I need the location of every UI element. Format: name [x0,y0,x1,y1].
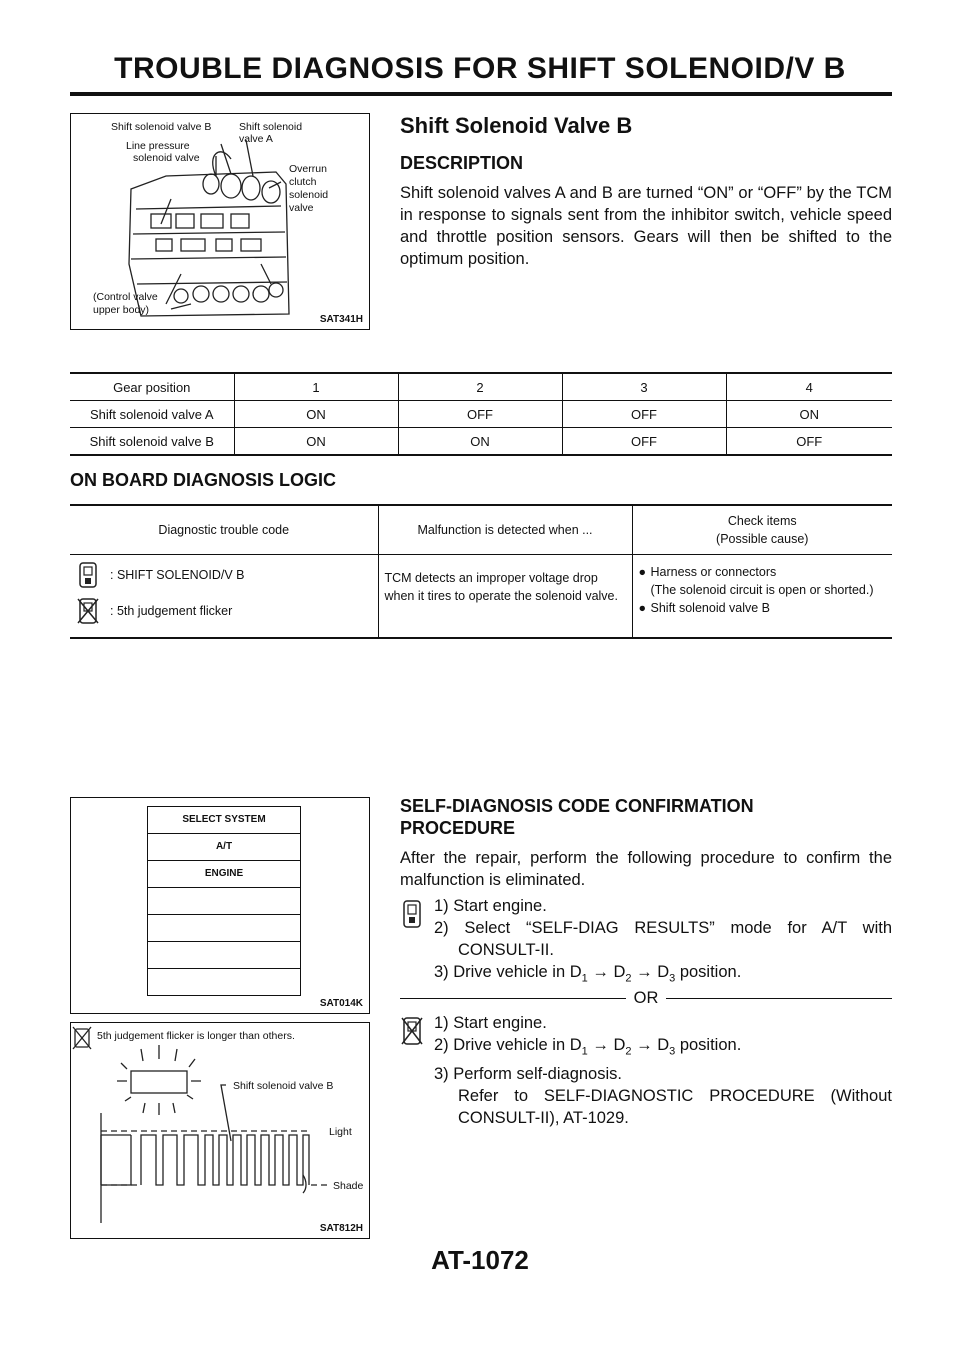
table-cell: OFF [562,401,726,428]
label-oc1: Overrun [289,163,327,175]
table-cell: Shift solenoid valve B [89,433,214,449]
label-ssv-a2: valve A [239,133,273,145]
col-header-check: Check items (Possible cause) [632,505,892,555]
consult-tool-icon [400,899,424,929]
flicker-label-valve: Shift solenoid valve B [233,1080,334,1092]
gear-solenoid-table [70,372,892,456]
page-header-title: TROUBLE DIAGNOSIS FOR SHIFT SOLENOID/V B [114,52,846,85]
obd-heading: ON BOARD DIAGNOSIS LOGIC [70,470,337,490]
check-item-harness: Harness or connectors [650,565,777,579]
bullet-icon: ● [638,601,647,615]
procedure-consult [400,895,892,989]
table-cell: 4 [726,373,892,401]
label-oc2: clutch [289,176,317,188]
figure-select-system [70,797,370,1014]
label-oc3: solenoid [289,189,329,201]
malfunction-text: TCM detects an improper voltage drop when it tires to operate the solenoid valve. [378,555,632,639]
step-b4: Refer to SELF-DIAGNOSTIC PROCEDURE (Without CONSULT-II), AT-1029. [458,1086,892,1127]
table-cell: OFF [398,401,562,428]
label-lp2: solenoid valve [133,152,200,164]
select-system-title: SELECT SYSTEM [148,807,300,834]
label-lp1: Line pressure [126,140,190,152]
table-cell: ON [234,401,398,428]
or-divider: OR [400,989,892,1008]
select-system-screen [147,806,301,996]
label-ssv-a1: Shift solenoid [239,121,303,133]
select-system-item-at: A/T [148,834,300,861]
label-oc4: valve [289,202,314,214]
select-system-empty-row [148,942,300,969]
table-cell: Gear position [113,379,191,395]
check-item-harness-note: (The solenoid circuit is open or shorted.) [650,583,874,597]
bullet-icon: ● [638,565,647,579]
flicker-label-shade: Shade [333,1180,364,1192]
figure-control-valve [70,113,370,330]
figure-caption: SAT812H [319,1223,363,1234]
table-cell: ON [234,428,398,456]
label-ssv-b: Shift solenoid valve B [111,121,212,133]
figure-caption: SAT341H [319,314,363,325]
table-row [70,401,892,428]
check-items-cell [632,555,892,639]
procedure-no-tools [400,1012,892,1128]
dtc-label-shift-solenoid: : SHIFT SOLENOID/V B [110,568,245,582]
confirm-heading: SELF-DIAGNOSIS CODE CONFIRMATION PROCEDURE [400,796,754,838]
table-cell: Shift solenoid valve A [89,406,214,422]
table-cell: ON [398,428,562,456]
no-tools-icon [400,1016,424,1046]
select-system-empty-row [148,969,300,995]
table-cell: 2 [398,373,562,401]
table-row [70,555,892,639]
select-system-empty-row [148,915,300,942]
select-system-item-engine: ENGINE [148,861,300,888]
table-cell: OFF [562,428,726,456]
description-heading: DESCRIPTION [400,153,524,173]
figure-flicker [70,1022,370,1239]
description-section [400,113,892,270]
step-a3: 3) Drive vehicle in $D_1 \to D_2 \to D_3$ position. [434,963,742,985]
consult-tool-icon [76,561,100,589]
figure-caption: SAT014K [319,998,363,1009]
step-a1: 1) Start engine. [434,897,547,915]
dtc-cell [70,555,378,639]
label-cv2: upper body) [93,304,150,316]
table-row [70,373,892,401]
confirmation-section [400,795,892,1129]
select-system-empty-row [148,888,300,915]
page-number: AT-1072 [431,1245,529,1275]
obd-logic-table [70,504,892,639]
flicker-label-light: Light [329,1126,352,1138]
step-b3: 3) Perform self-diagnosis. [434,1064,622,1083]
flicker-note: 5th judgement flicker is longer than others. [97,1030,295,1042]
table-cell: 1 [234,373,398,401]
control-valve-illustration [71,114,369,329]
section-title: Shift Solenoid Valve B [400,113,633,138]
flicker-waveform-illustration [71,1023,369,1238]
description-text: Shift solenoid valves A and B are turned “ON” or “OFF” by the TCM in response to signals sent from the inhibitor switch, vehicle speed and throttle position sensors. Gears will then be shifted to the optimum position. [400,184,892,268]
table-cell: 3 [562,373,726,401]
header-rule [70,92,892,96]
check-item-solenoid: Shift solenoid valve B [650,601,771,615]
col-header-malfunction: Malfunction is detected when ... [378,505,632,555]
step-b1: 1) Start engine. [434,1014,547,1033]
label-cv1: (Control valve [93,291,158,303]
dtc-label-flicker: : 5th judgement flicker [110,604,233,618]
step-b2: 2) Drive vehicle in $D_1 \to D_2 \to D_3$ position. [434,1036,742,1058]
step-a2: 2) Select “SELF-DIAG RESULTS” mode for A/T with CONSULT-II. [434,919,892,959]
confirm-intro: After the repair, perform the following procedure to confirm the malfunction is eliminated. [400,849,892,889]
table-row [70,428,892,456]
table-row [70,505,892,555]
no-tools-icon [76,597,100,625]
table-cell: OFF [726,428,892,456]
col-header-dtc: Diagnostic trouble code [70,505,378,555]
table-cell: ON [726,401,892,428]
